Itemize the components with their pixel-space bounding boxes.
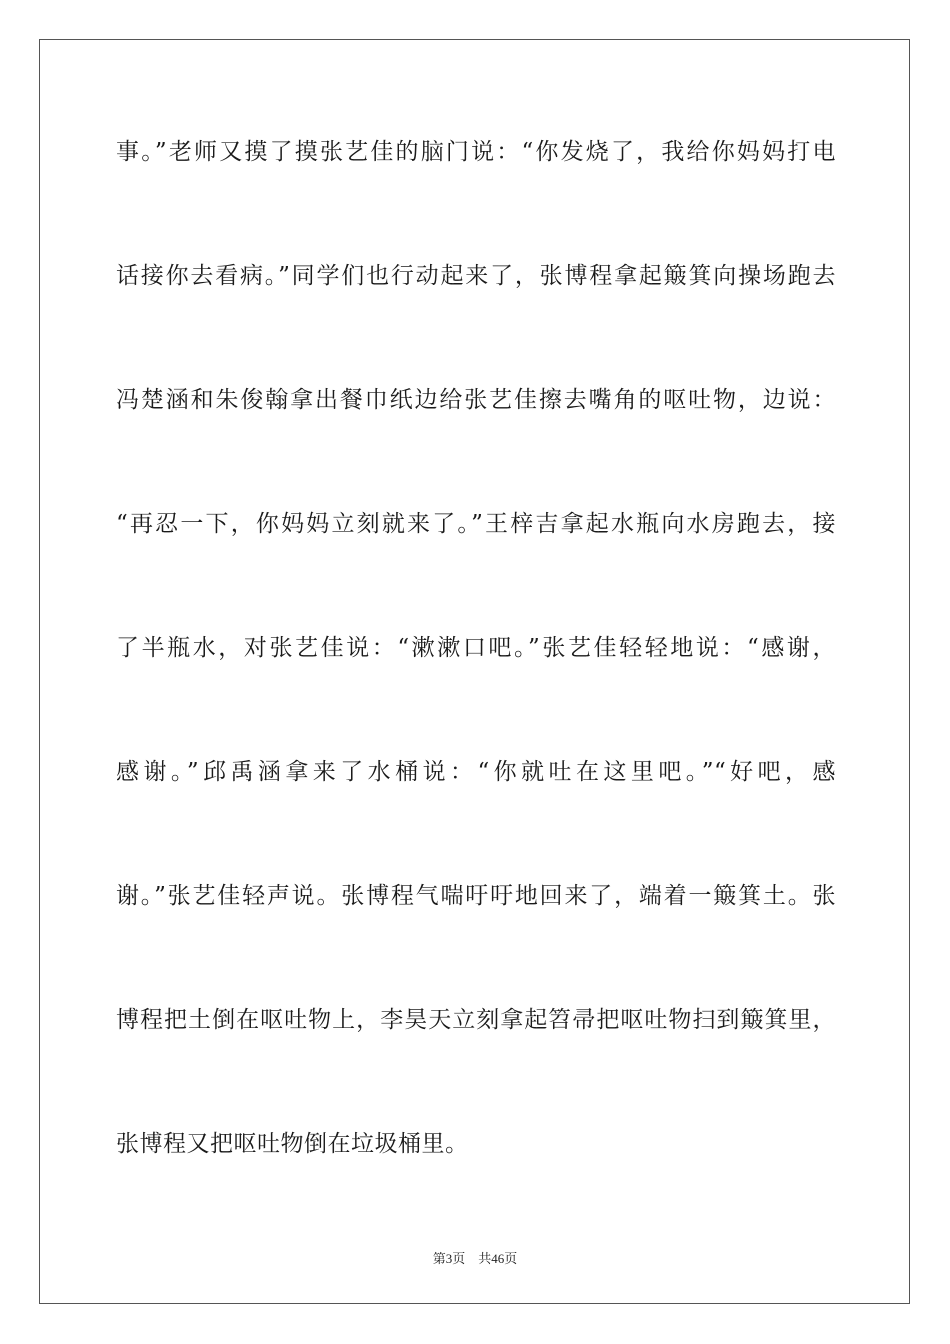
paragraph-line: 了半瓶水，对张艺佳说：“漱漱口吧。”张艺佳轻轻地说：“感谢， — [116, 635, 836, 661]
paragraph-line: 张博程又把呕吐物倒在垃圾桶里。 — [116, 1131, 469, 1157]
page-total: 共46页 — [478, 1251, 518, 1266]
page-border — [39, 39, 910, 1304]
page-footer — [0, 1248, 950, 1267]
page-number: 第3页 — [432, 1251, 466, 1266]
paragraph-line: 事。”老师又摸了摸张艺佳的脑门说：“你发烧了，我给你妈妈打电 — [116, 139, 836, 165]
paragraph-line: “再忍一下，你妈妈立刻就来了。”王梓吉拿起水瓶向水房跑去，接 — [116, 511, 836, 537]
paragraph-line: 感谢。”邱禹涵拿来了水桶说：“你就吐在这里吧。”“好吧，感 — [116, 759, 836, 785]
paragraph-line: 冯楚涵和朱俊翰拿出餐巾纸边给张艺佳擦去嘴角的呕吐物，边说： — [116, 387, 836, 413]
paragraph-line: 话接你去看病。”同学们也行动起来了，张博程拿起簸箕向操场跑去 — [116, 263, 836, 289]
paragraph-line: 博程把土倒在呕吐物上，李昊天立刻拿起笤帚把呕吐物扫到簸箕里， — [116, 1007, 836, 1033]
paragraph-line: 谢。”张艺佳轻声说。张博程气喘吁吁地回来了，端着一簸箕土。张 — [116, 883, 836, 909]
